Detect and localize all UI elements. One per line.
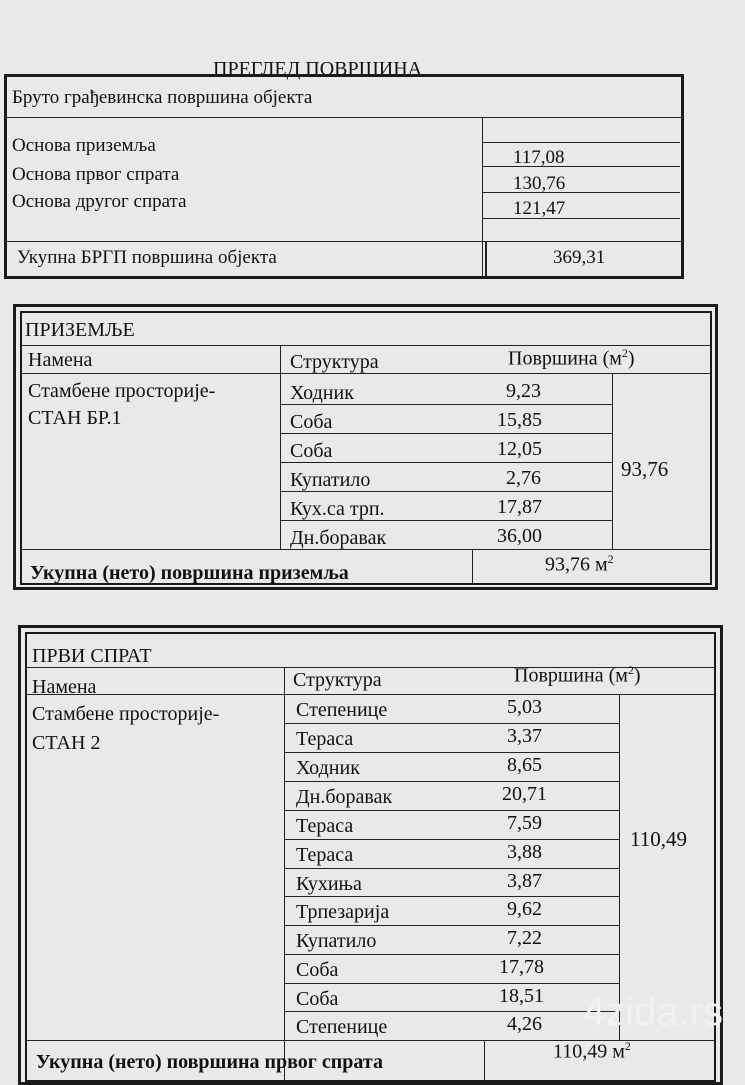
page-title: ПРЕГЛЕД ПОВРШИНА [213,58,423,80]
ground-room-name: Соба [290,440,333,462]
first-room-name: Купатило [296,930,377,952]
first-subtotal: 110,49 [630,827,687,851]
ground-purpose-line1: Стамбене просторије- [28,380,216,402]
ground-total-value: 93,76 $м^2$ [545,552,614,576]
ground-col-purpose: Намена [28,349,93,371]
first-room-name: Степенице [296,699,388,721]
first-room-name: Дн.боравак [296,786,393,808]
first-room-name: Тераса [296,728,354,750]
first-col-purpose: Намена [32,676,97,698]
first-room-name: Кухиња [296,873,362,895]
first-room-name: Степенице [296,1016,388,1038]
ground-room-area: 9,23 [506,380,541,402]
first-room-area: 7,22 [507,927,542,949]
ground-col-area: Површина $(м^2)$ [508,346,635,370]
ground-room-area: 2,76 [506,467,541,489]
gross-row-label: Основа другог спрата [12,191,187,212]
gross-row-value: 121,47 [513,198,566,219]
first-room-area: 7,59 [507,812,542,834]
first-room-area: 3,88 [507,841,542,863]
first-total-label: Укупна (нето) површина првог спрата [36,1051,383,1073]
gross-row-label: Основа приземља [12,135,156,156]
ground-room-name: Соба [290,411,333,433]
first-room-name: Ходник [296,757,360,779]
first-room-name: Соба [296,988,339,1010]
first-room-area: 17,78 [499,956,544,978]
first-purpose-line1: Стамбене просторије- [32,703,220,725]
watermark-logo: 4zida.rs [583,990,724,1034]
first-room-name: Тераса [296,815,354,837]
first-col-area: Површина $(м^2)$ [514,663,641,687]
gross-header: Бруто грађевинска површина објекта [12,87,313,108]
ground-room-area: 17,87 [497,496,542,518]
ground-room-area: 36,00 [497,525,542,547]
ground-room-name: Кух.са трп. [290,498,385,520]
gross-row-label: Основа првог спрата [12,164,180,185]
gross-row-value: 130,76 [513,173,566,194]
first-room-area: 9,62 [507,898,542,920]
ground-total-label: Укупна (нето) површина приземља [30,562,349,584]
ground-room-area: 12,05 [497,438,542,460]
first-total-value: 110,49 $м^2$ [553,1039,631,1063]
first-purpose-line2: СТАН 2 [32,732,101,754]
first-room-area: 18,51 [499,985,544,1007]
gross-row-value: 117,08 [513,147,565,168]
first-room-area: 5,03 [507,696,542,718]
first-room-area: 3,87 [507,870,542,892]
ground-room-name: Купатило [290,469,371,491]
ground-col-structure: Структура [290,351,379,373]
first-title: ПРВИ СПРАТ [32,645,152,667]
ground-subtotal: 93,76 [621,457,669,481]
first-room-name: Трпезарија [296,901,390,923]
ground-room-name: Дн.боравак [290,527,387,549]
ground-room-area: 15,85 [497,409,542,431]
ground-purpose-line2: СТАН БР.1 [28,407,122,429]
first-room-area: 4,26 [507,1013,542,1035]
first-room-area: 3,37 [507,725,542,747]
ground-title: ПРИЗЕМЉЕ [25,319,135,341]
first-room-area: 8,65 [507,754,542,776]
first-room-area: 20,71 [502,783,547,805]
ground-room-name: Ходник [290,382,354,404]
gross-total-label: Укупна БРГП површина објекта [17,247,277,268]
gross-total-value: 369,31 [553,247,606,268]
first-col-structure: Структура [293,669,382,691]
first-room-name: Соба [296,959,339,981]
first-room-name: Тераса [296,844,354,866]
